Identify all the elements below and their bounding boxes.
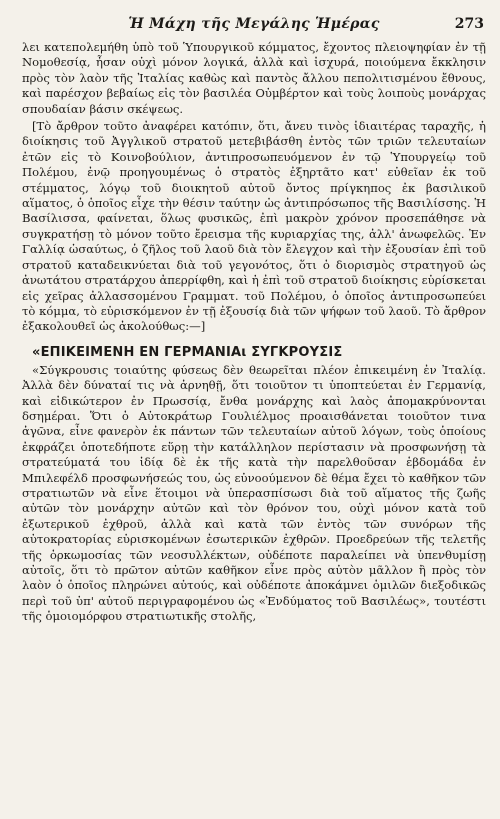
running-title: Ἡ Μάχη τῆς Μεγάλης Ἡμέρας xyxy=(128,16,380,32)
paragraph-continued: λει κατεπολεμήθη ὑπὸ τοῦ Ὑπουργικοῦ κόμματος, ἔχοντος πλειοψηφίαν ἐν τῇ Νομοθεσίᾳ, ἦσαν οὐχὶ μόνον λογικά, ἀλλὰ καὶ ἰσχυρά, ποιούμενα ἔκκλησιν πρὸς τὸν λαὸν τῆς Ἰταλίας καθὼς καὶ παντὸς ἄλλου πεπολιτισμένου ἔθνους, καὶ παρέσχον βεβαίως εἰς τὸν βασιλέα Οὐμβέρτον καὶ τοὺς λοιποὺς μονάρχας σπουδαίαν βάσιν σκέψεως. xyxy=(22,40,486,116)
paragraph-section: «Σύγκρουσις τοιαύτης φύσεως δὲν θεωρεῖται πλέον ἐπικειμένη ἐν Ἰταλίᾳ. Ἀλλὰ δὲν δύναταί τις νὰ ἀρνηθῇ, ὅτι τοιοῦτον τι ὑποπτεύεται ἐν Γερμανίᾳ, καὶ εἰδικώτερον ἐν Πρωσσίᾳ, ἔνθα μονάρχης καὶ λαὸς ἀπομακρύνονται δσημέραι. Ὅτι ὁ Αὐτοκράτωρ Γουλιέλμος προαισθάνεται τοιοῦτον τινα ἀγῶνα, εἶνε φανερὸν ἐκ πάντων τῶν τελευταίων αὐτοῦ λόγων, τοὺς ὁποίους ἐκφράζει ὁποτεδήποτε εὕρῃ τὴν κατάλληλον περίστασιν νὰ προσφωνήσῃ τὰ στρατεύματά του ἰδίᾳ δὲ ἐκ τῆς κατὰ τὴν παρελθοῦσαν ἑβδομάδα ἐν Μπιλεφέλδ προσφωνήσεώς του, ὡς εὐνοούμενον δὲ θέμα ἔχει τὸ καθῆκον τῶν στρατιωτῶν νὰ εἶνε ἕτοιμοι νὰ ὑπερασπίσωσι διὰ τοῦ αἵματος τῆς ζωῆς αὐτῶν τὸν μονάρχην αὐτῶν καὶ τὸν θρόνον του, οὐχὶ μόνον κατὰ τοῦ ἐξωτερικοῦ ἐχθροῦ, ἀλλὰ καὶ κατὰ τῶν ἐντὸς τῶν συνόρων τῆς αὐτοκρατορίας εὑρισκομένων ἐσωτερικῶν ἐχθρῶν. Προεδρεύων τῆς τελετῆς τῆς ὁρκωμοσίας τῶν νεοσυλλέκτων, οὐδέποτε παραλείπει νὰ ὑπενθυμίσῃ αὐτοῖς, ὅτι τὸ πρῶτον αὐτῶν καθῆκον εἶνε πρὸς αὐτὸν μᾶλλον ἢ πρὸς τὸν λαὸν ὁ ὁποῖος πληρώνει αὐτούς, καὶ οὐδέποτε ἀποκάμνει ὁμιλῶν διεξοδικῶς περὶ τοῦ ὑπ' αὐτοῦ περιγραφομένου ὡς «Ἐνδύματος τοῦ Βασιλέως», τουτέστι τῆς ὁμοιομόρφου στρατιωτικῆς στολῆς, xyxy=(22,362,486,624)
section-heading: «ΕΠΙΚΕΙΜΕΝΗ ΕΝ ΓΕΡΜΑΝΙΑι ΣΥΓΚΡΟΥΣΙΣ xyxy=(32,344,343,360)
page-number: 273 xyxy=(454,16,484,32)
page-header xyxy=(22,10,486,40)
paragraph-bracketed-note: [Τὸ ἄρθρον τοῦτο ἀναφέρει κατόπιν, ὅτι, ἄνευ τινὸς ἰδιαιτέρας ταραχῆς, ἡ διοίκησις τοῦ Ἀγγλικοῦ στρατοῦ μετεβιβάσθη ἐντὸς τῶν τριῶν τελευταίων ἐτῶν εἰς τὸ Κοινοβούλιον, ἀντιπροσωπευόμενον ἐν τῷ Ὑπουργείῳ τοῦ Πολέμου, ἐνῷ προηγουμένως ὁ στρατὸς ἐξηρτᾶτο κατ' εὐθεῖαν ἐκ τοῦ στέμματος, λόγῳ τοῦ διοικητοῦ αὐτοῦ ὄντος πρίγκηπος ἐκ βασιλικοῦ αἵματος, ὁ ὁποῖος εἶχε τὴν θέσιν ταύτην ὡς ἀντιπρόσωπος τῆς Βασιλίσσης. Ἡ Βασίλισσα, φαίνεται, ὅλως φυσικῶς, ἐπὶ μακρὸν χρόνον προσεπάθησε νὰ συγκρατήσῃ τὸ μόνον τοῦτο ἔρεισμα τῆς κυριαρχίας της, ἀλλ' ἀνωφελῶς. Ἐν Γαλλίᾳ ὡσαύτως, ὁ ζῆλος τοῦ λαοῦ διὰ τὸν ἔλεγχον καὶ τὴν ἐξουσίαν ἐπὶ τοῦ στρατοῦ καταδεικνύεται διὰ τοῦ γεγονότος, ὅτι ὁ διορισμὸς στρατηγοῦ ὡς ἀνωτάτου στρατάρχου ἀπερρίφθη, καὶ ἡ ἐπὶ τοῦ στρατοῦ διοίκησις εὑρίσκεται εἰς χεῖρας ἀλλασσομένου Γραμματ. τοῦ Πολέμου, ὁ ὁποῖος ἀντιπροσωπεύει τὸ κόμμα, τὸ εὑρισκόμενον ἐν τῇ ἐξουσίᾳ διὰ τῶν ψήφων τοῦ λαοῦ. Τὸ ἄρθρον ἐξακολουθεῖ ὡς ἀκολούθως:—] xyxy=(22,119,487,334)
